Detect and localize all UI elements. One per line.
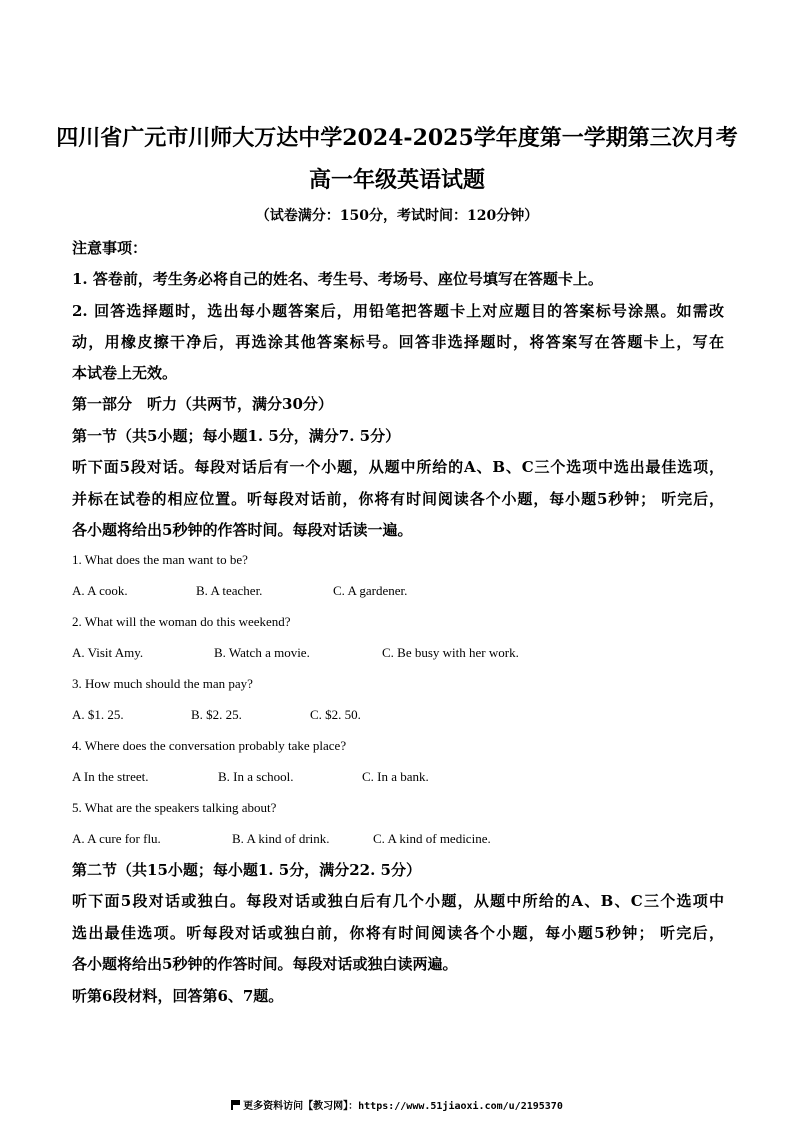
page-title-line2: 高一年级英语试题 [308, 167, 485, 193]
section2-instructions-line1: 听下面5段对话或独白。每段对话或独白后有几个小题，从题中所给的A、B、C三个选项中 [72, 892, 724, 910]
section1-instructions-line2: 并标在试卷的相应位置。听每段对话前，你将有时间阅读各个小题，每小题5秒钟； 听完后， [72, 490, 724, 508]
question-2-option-a: A. Visit Amy. [72, 645, 144, 660]
exam-info: （试卷满分：150分，考试时间：120分钟） [255, 208, 539, 224]
section1-heading: 第一节（共5小题；每小题1. 5分，满分7. 5分） [72, 427, 401, 445]
question-5: 5. What are the speakers talking about? [72, 800, 277, 815]
notes-item-2-line1: 2. 回答选择题时，选出每小题答案后，用铅笔把答题卡上对应题目的答案标号涂黑。如需改 [72, 302, 724, 320]
question-3: 3. How much should the man pay? [72, 676, 253, 691]
question-1-option-b: B. A teacher. [196, 583, 263, 598]
question-5-option-c: C. A kind of medicine. [373, 831, 491, 846]
material-6-heading: 听第6段材料，回答第6、7题。 [72, 987, 284, 1005]
question-5-option-a: A. A cure for flu. [72, 831, 161, 846]
question-4: 4. Where does the conversation probably take place? [72, 738, 347, 753]
question-1: 1. What does the man want to be? [72, 552, 248, 567]
question-2-option-b: B. Watch a movie. [214, 645, 310, 660]
notes-heading: 注意事项： [72, 239, 148, 257]
question-4-option-b: B. In a school. [218, 769, 294, 784]
page-title-line1: 四川省广元市川师大万达中学2024-2025学年度第一学期第三次月考 [56, 125, 738, 151]
section1-instructions-line1: 听下面5段对话。每段对话后有一个小题，从题中所给的A、B、C三个选项中选出最佳选项， [72, 458, 724, 476]
notes-item-2-line3: 本试卷上无效。 [72, 364, 178, 382]
part1-heading: 第一部分 听力（共两节，满分30分） [72, 395, 333, 413]
question-5-option-b: B. A kind of drink. [232, 831, 330, 846]
question-2: 2. What will the woman do this weekend? [72, 614, 291, 629]
flag-icon [231, 1100, 240, 1110]
section2-instructions-line2: 选出最佳选项。听每段对话或独白前，你将有时间阅读各个小题，每小题5秒钟； 听完后， [72, 924, 724, 942]
footer-link[interactable]: 更多资料访问【教习网】：https://www.51jiaoxi.com/u/2195370 [243, 1101, 563, 1112]
question-3-option-b: B. $2. 25. [191, 707, 242, 722]
question-2-option-c: C. Be busy with her work. [382, 645, 519, 660]
question-3-option-a: A. $1. 25. [72, 707, 124, 722]
section1-instructions-line3: 各小题将给出5秒钟的作答时间。每段对话读一遍。 [72, 521, 413, 539]
footer [0, 1100, 794, 1114]
question-1-option-c: C. A gardener. [333, 583, 408, 598]
section2-instructions-line3: 各小题将给出5秒钟的作答时间。每段对话或独白读两遍。 [72, 955, 458, 973]
notes-item-1: 1. 答卷前，考生务必将自己的姓名、考生号、考场号、座位号填写在答题卡上。 [72, 270, 603, 288]
question-3-option-c: C. $2. 50. [310, 707, 361, 722]
notes-item-2-line2: 动，用橡皮擦干净后，再选涂其他答案标号。回答非选择题时，将答案写在答题卡上，写在 [72, 333, 724, 351]
question-1-option-a: A. A cook. [72, 583, 128, 598]
question-4-option-a: A In the street. [72, 769, 149, 784]
section2-heading: 第二节（共15小题；每小题1. 5分，满分22. 5分） [72, 861, 421, 879]
question-4-option-c: C. In a bank. [362, 769, 429, 784]
